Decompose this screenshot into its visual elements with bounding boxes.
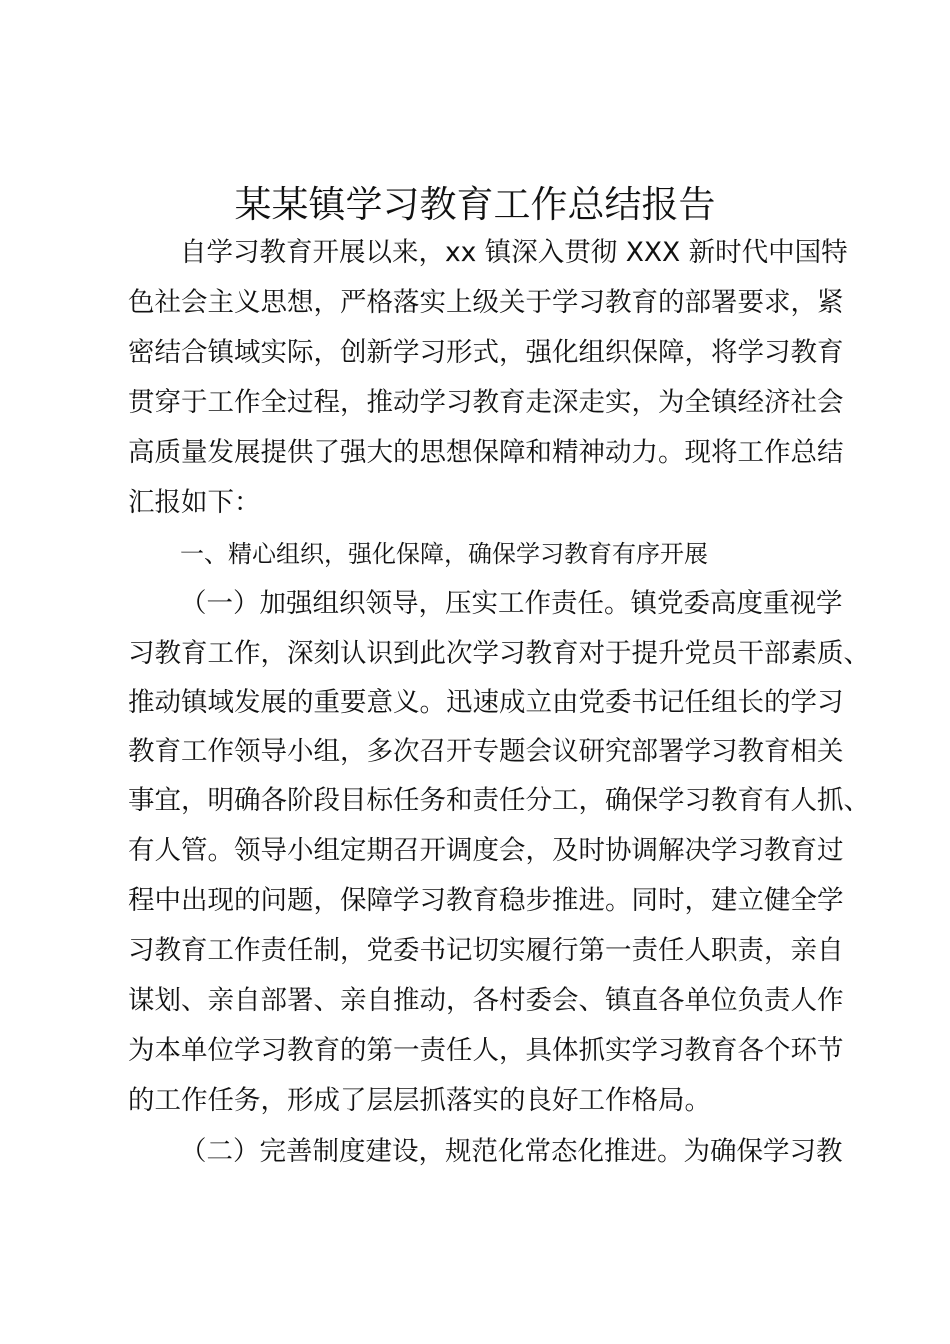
intro-line: 自学习教育开展以来，xx 镇深入贯彻 XXX 新时代中国特 [180,237,848,268]
paragraph-line: 为本单位学习教育的第一责任人，具体抓实学习教育各个环节 [128,1035,844,1066]
paragraph-line: （一）加强组织领导，压实工作责任。镇党委高度重视学 [180,588,843,619]
paragraph-line: 习教育工作，深刻认识到此次学习教育对于提升党员干部素质、 [128,638,870,669]
intro-line: 贯穿于工作全过程，推动学习教育走深走实，为全镇经济社会 [128,387,844,418]
section-heading: 一、精心组织，强化保障，确保学习教育有序开展 [180,540,708,568]
paragraph-line: 谋划、亲自部署、亲自推动，各村委会、镇直各单位负责人作 [128,985,844,1016]
intro-line: 密结合镇域实际，创新学习形式，强化组织保障，将学习教育 [128,337,844,368]
paragraph-line: 有人管。领导小组定期召开调度会，及时协调解决学习教育过 [128,835,844,866]
paragraph-line: 习教育工作责任制，党委书记切实履行第一责任人职责，亲自 [128,935,844,966]
paragraph-line: 事宜，明确各阶段目标任务和责任分工，确保学习教育有人抓、 [128,785,870,816]
paragraph-line: （二）完善制度建设，规范化常态化推进。为确保学习教 [180,1136,843,1167]
intro-line: 高质量发展提供了强大的思想保障和精神动力。现将工作总结 [128,437,844,468]
paragraph-line: 程中出现的问题，保障学习教育稳步推进。同时，建立健全学 [128,885,844,916]
intro-line: 汇报如下： [128,487,261,518]
paragraph-line: 推动镇域发展的重要意义。迅速成立由党委书记任组长的学习 [128,687,844,718]
intro-line: 色社会主义思想，严格落实上级关于学习教育的部署要求，紧 [128,287,844,318]
paragraph-line: 的工作任务，形成了层层抓落实的良好工作格局。 [128,1085,711,1116]
document-title: 某某镇学习教育工作总结报告 [234,183,716,226]
paragraph-line: 教育工作领导小组，多次召开专题会议研究部署学习教育相关 [128,736,844,767]
